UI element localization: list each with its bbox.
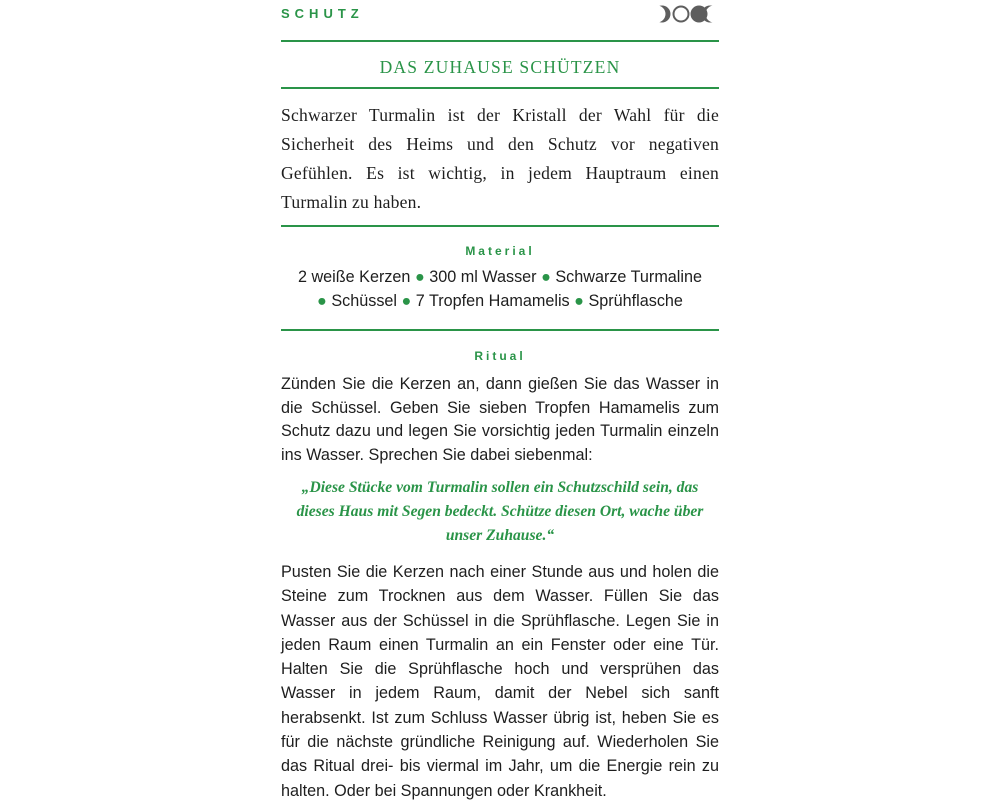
page-title: DAS ZUHAUSE SCHÜTZEN	[379, 57, 621, 77]
material-item: 300 ml Wasser	[429, 268, 537, 286]
divider	[281, 40, 719, 42]
bullet-icon: ●	[317, 292, 327, 310]
bullet-icon: ●	[541, 268, 551, 286]
material-item: Schwarze Turmaline	[555, 268, 703, 286]
bullet-icon: ●	[414, 268, 425, 286]
material-item: Sprühflasche	[588, 292, 683, 310]
moon-phases-icon	[653, 4, 719, 24]
material-item: Schüssel	[331, 292, 398, 310]
divider	[281, 225, 719, 227]
material-item: 7 Tropfen Hamamelis	[415, 292, 570, 310]
divider	[281, 87, 719, 89]
ritual-heading: Ritual	[474, 349, 526, 363]
book-page	[281, 0, 719, 800]
material-list	[281, 265, 719, 313]
waxing-moon-icon	[702, 6, 719, 23]
ritual-paragraph: Zünden Sie die Kerzen an, dann gießen Sie das Wasser in die Schüssel. Geben Sie sieben Tropfen Hamamelis zum Schutz dazu und legen Sie vorsichtig jeden Turmalin einzeln ins Wasser. Sprechen Sie dabei siebenmal:	[281, 375, 719, 464]
material-heading: Material	[465, 244, 535, 258]
bullet-icon: ●	[574, 292, 584, 310]
intro-paragraph: Schwarzer Turmalin ist der Kristall der Wahl für die Sicherheit des Heims und den Schutz vor negativen Gefühlen. Es ist wichtig, in jedem Hauptraum einen Turmalin zu haben.	[281, 105, 719, 212]
full-moon-icon	[674, 7, 689, 22]
material-item: 2 weiße Kerzen	[297, 268, 411, 286]
waning-moon-icon	[654, 6, 671, 23]
section-label: SCHUTZ	[281, 6, 364, 21]
incantation-quote: „Diese Stücke vom Turmalin sollen ein Schutzschild sein, das dieses Haus mit Segen bedeckt. Schütze diesen Ort, wache über unser Zuhause.“	[296, 479, 704, 544]
bullet-icon: ●	[401, 292, 412, 310]
divider	[281, 329, 719, 331]
closing-paragraph: Pusten Sie die Kerzen nach einer Stunde aus und holen die Steine zum Trocknen aus dem Wasser. Füllen Sie das Wasser aus der Schüssel in die Sprühflasche. Legen Sie in jeden Raum einen Turmalin an ein Fenster oder eine Tür. Halten Sie die Sprühflasche hoch und versprühen das Wasser in jedem Raum, damit der Nebel sich sanft herabsenkt. Ist zum Schluss Wasser übrig ist, heben Sie es für die nächste gründliche Reinigung auf. Wiederholen Sie das Ritual drei- bis viermal im Jahr, um die Energie rein zu halten. Oder bei Spannungen oder Krankheit.	[281, 563, 719, 800]
